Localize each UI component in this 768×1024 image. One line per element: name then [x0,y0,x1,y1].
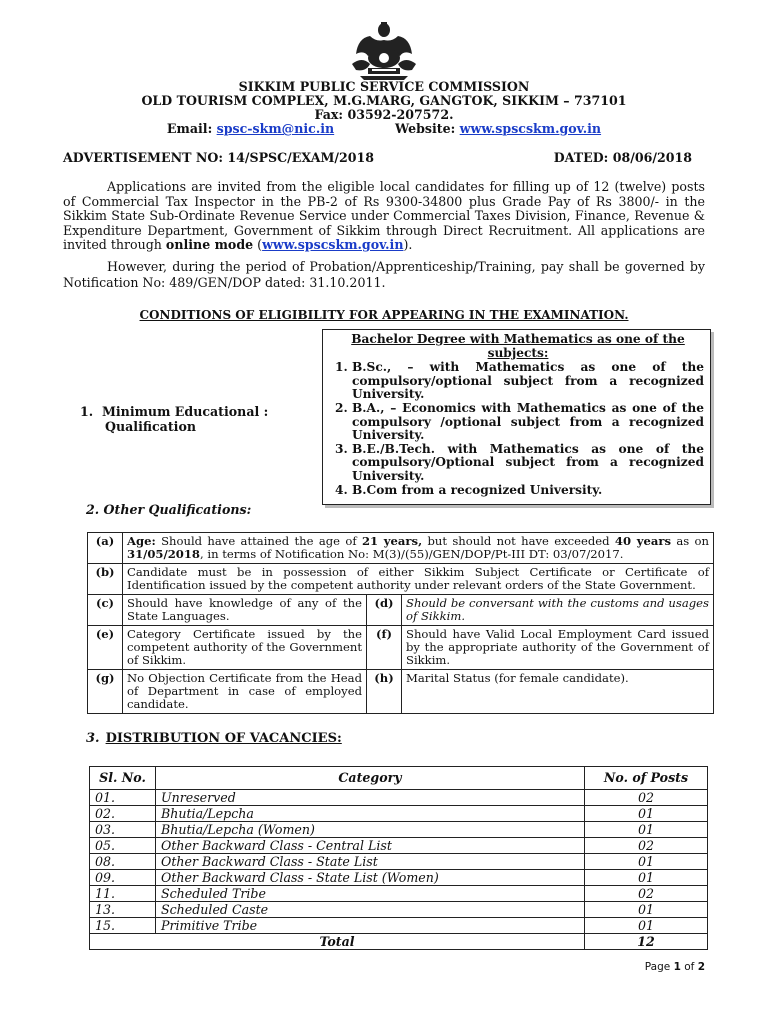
category-cell: Scheduled Tribe [156,886,585,902]
contact-line [0,122,768,137]
table-row [88,626,714,670]
footer-page-total: 2 [697,961,705,973]
qualification-number: 1. [80,404,94,419]
posts-cell: 01 [585,822,708,838]
table-row [90,822,708,838]
table-row [90,886,708,902]
online-mode-text: online mode [165,237,254,253]
total-row [90,934,708,950]
total-label: Total [90,934,585,950]
sl-no-cell: 15. [90,918,156,934]
table-header-row [90,767,708,790]
category-cell: Bhutia/Lepcha [156,806,585,822]
category-cell: Other Backward Class - Central List [156,838,585,854]
org-address: OLD TOURISM COMPLEX, M.G.MARG, GANGTOK, SIKKIM – 737101 [141,93,627,108]
max-age: 40 years [614,534,671,548]
row-key: (a) [88,533,123,564]
conditions-title: CONDITIONS OF ELIGIBILITY FOR APPEARING IN THE EXAMINATION. [139,308,629,322]
website-link[interactable]: www.spscskm.gov.in [459,121,602,136]
posts-cell: 02 [585,790,708,806]
age-text: , in terms of Notification No: M(3)/(55)/GEN/DOP/Pt-III DT: 03/07/2017. [200,547,624,561]
vacancies-title: DISTRIBUTION OF VACANCIES: [105,731,342,746]
posts-cell: 01 [585,902,708,918]
org-name: SIKKIM PUBLIC SERVICE COMMISSION [238,79,530,94]
footer-of-word: of [684,961,695,973]
posts-cell: 01 [585,806,708,822]
intro-paren-open: ( [253,237,263,253]
min-age: 21 years, [361,534,423,548]
sl-no-cell: 11. [90,886,156,902]
row-key: (d) [367,595,402,626]
row-key: (h) [367,670,402,714]
row-key: (c) [88,595,123,626]
state-emblem-icon [346,20,422,80]
table-row [90,854,708,870]
category-cell: Scheduled Caste [156,902,585,918]
footer-page-word: Page [644,961,671,973]
qualification-item: 3. B.E./B.Tech. with Mathematics as one of the compulsory/Optional subject from a recognized University. [352,443,704,484]
table-row [88,670,714,714]
posts-cell: 02 [585,838,708,854]
row-text: Candidate must be in possession of either Sikkim Subject Certificate or Certificate of Identification issued by the competent authority under relevant orders of the State Government. [123,564,714,595]
qualification-item: 1. B.Sc., – with Mathematics as one of the compulsory/optional subject from a recognized University. [352,361,704,402]
age-cutoff-date: 31/05/2018 [127,547,201,561]
table-row [90,902,708,918]
row-text: Should have knowledge of any of the State Languages. [123,595,367,626]
qualification-label [80,404,268,434]
advertisement-row [63,151,692,166]
table-row [88,533,714,564]
age-text: Should have attained the age of [155,534,362,548]
intro-website-link[interactable]: www.spscskm.gov.in [262,237,404,253]
table-row [90,870,708,886]
intro-paragraph [63,180,705,253]
advertisement-date: DATED: 08/06/2018 [553,150,692,165]
table-row [88,595,714,626]
sl-no-cell: 08. [90,854,156,870]
table-row [90,918,708,934]
qualification-box [322,329,711,505]
org-fax: Fax: 03592-207572. [314,107,454,122]
footer-page-number: 1 [673,961,681,973]
total-value: 12 [585,934,708,950]
sl-no-cell: 05. [90,838,156,854]
category-cell: Unreserved [156,790,585,806]
qualification-item: 2. B.A., – Economics with Mathematics as one of the compulsory /optional subject from a recognized University. [352,402,704,443]
age-cell [123,533,714,564]
row-text: Should have Valid Local Employment Card issued by the appropriate authority of the Government of Sikkim. [402,626,714,670]
sl-no-cell: 09. [90,870,156,886]
category-cell: Bhutia/Lepcha (Women) [156,822,585,838]
sl-no-cell: 13. [90,902,156,918]
qualification-label-line2: Qualification [105,419,196,434]
table-row [90,838,708,854]
row-key: (g) [88,670,123,714]
row-text: Should be conversant with the customs and usages of Sikkim. [402,595,714,626]
sl-no-cell: 03. [90,822,156,838]
posts-cell: 01 [585,854,708,870]
email-link[interactable]: spsc-skm@nic.in [216,121,335,136]
row-key: (f) [367,626,402,670]
column-header: Sl. No. [90,767,156,790]
other-qualifications-title: 2. Other Qualifications: [86,502,252,517]
website-label: Website: [394,121,456,136]
category-cell: Primitive Tribe [156,918,585,934]
qualification-list [332,361,704,497]
sl-no-cell: 02. [90,806,156,822]
row-text: Marital Status (for female candidate). [402,670,714,714]
age-label: Age: [127,534,156,548]
intro-paren-close: ). [403,237,413,253]
vacancies-number: 3. [86,731,100,746]
table-row [90,790,708,806]
row-text: No Objection Certificate from the Head of Department in case of employed candidate. [123,670,367,714]
advertisement-number: ADVERTISEMENT NO: 14/SPSC/EXAM/2018 [63,150,375,165]
table-row [88,564,714,595]
vacancies-heading [86,732,342,747]
row-key: (e) [88,626,123,670]
sl-no-cell: 01. [90,790,156,806]
email-label: Email: [166,121,213,136]
other-qualifications-table [87,532,714,714]
posts-cell: 01 [585,870,708,886]
posts-cell: 01 [585,918,708,934]
qualification-label-line1: Minimum Educational : [101,404,269,419]
category-cell: Other Backward Class - State List (Women) [156,870,585,886]
intro-text: Applications are invited from the eligible local candidates for filling up of 12 (twelve) posts of Commercial Tax Inspector in the PB-2 of Rs 9300-34800 plus Grade Pay of Rs 3800/- in the Sikkim State Sub-Ordinate Revenue Service under Commercial Taxes Division, Finance, Revenue & Expenditure Department, Government of Sikkim through Direct Recruitment. All applications are invited through [63,179,705,253]
qualification-box-title: Bachelor Degree with Mathematics as one of the subjects: [351,332,685,360]
age-text: as on [671,534,709,548]
pay-paragraph: However, during the period of Probation/Apprenticeship/Training, pay shall be governed by Notification No: 489/GEN/DOP dated: 31.10.2011. [63,259,705,290]
column-header: Category [156,767,585,790]
category-cell: Other Backward Class - State List [156,854,585,870]
column-header: No. of Posts [585,767,708,790]
table-row [90,806,708,822]
posts-cell: 02 [585,886,708,902]
qualification-item: 4. B.Com from a recognized University. [352,484,704,498]
row-key: (b) [88,564,123,595]
vacancies-body [90,790,708,934]
row-text: Category Certificate issued by the competent authority of the Government of Sikkim. [123,626,367,670]
page-footer [645,960,705,975]
age-text: but should not have exceeded [422,534,615,548]
vacancies-table [89,766,708,950]
